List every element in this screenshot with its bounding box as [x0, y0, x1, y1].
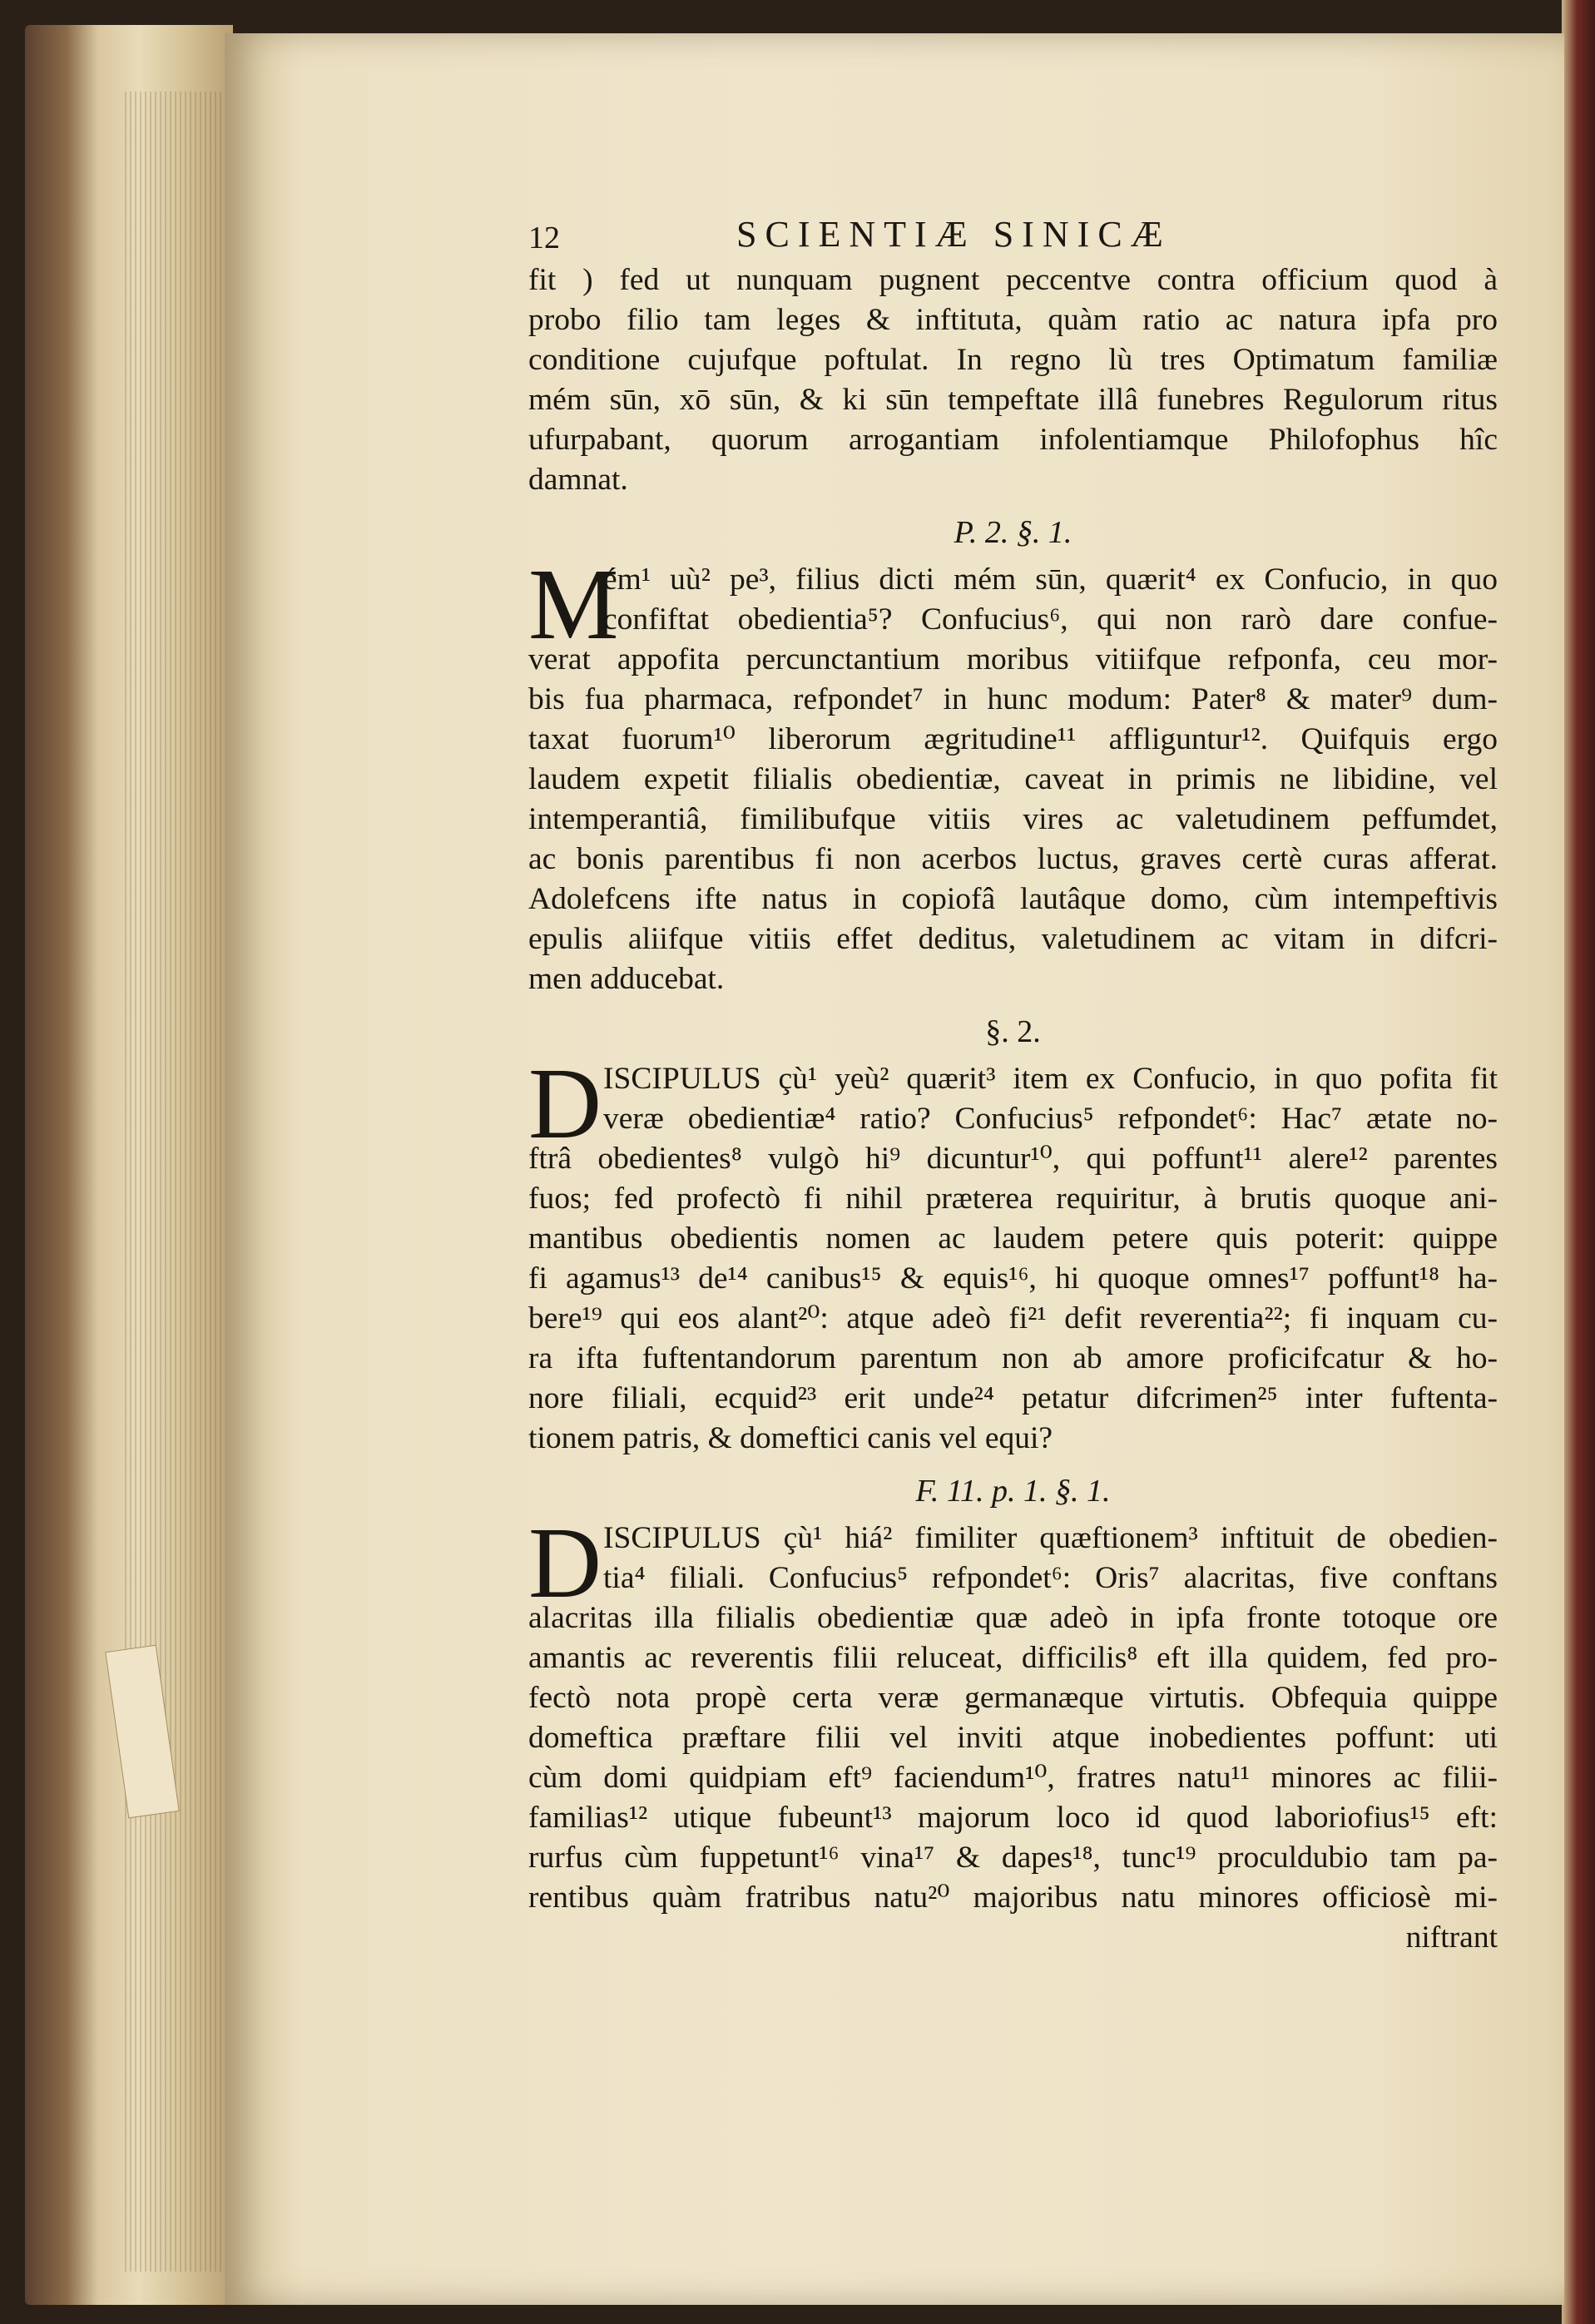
facing-page-edge	[1562, 0, 1595, 2324]
text-line: domeftica præftare filii vel inviti atque inobedientes poffunt: uti	[528, 1721, 1498, 1755]
text-line: fit ) fed ut nunquam pugnent peccentve contra officium quod à	[528, 263, 1498, 297]
book-binding	[25, 25, 233, 2305]
text-line: tionem patris, & domeftici canis vel equi?	[528, 1421, 1053, 1455]
text-line: veræ obedientiæ⁴ ratio? Confucius⁵ refpondet⁶: Hac⁷ ætate no-	[603, 1102, 1498, 1136]
running-title: SCIENTIÆ SINICÆ	[736, 214, 1171, 255]
section-heading: P. 2. §. 1.	[954, 515, 1072, 550]
text-line: ra ifta fuftentandorum parentum non ab amore proficifcatur & ho-	[528, 1341, 1498, 1375]
text-line: bis fua pharmaca, refpondet⁷ in hunc modum: Pater⁸ & mater⁹ dum-	[528, 682, 1498, 716]
section-1-paragraph	[528, 548, 1498, 999]
text-line: ém¹ uù² pe³, filius dicti mém sūn, quærit⁴ ex Confucio, in quo	[603, 562, 1498, 597]
intro-paragraph	[528, 260, 1498, 500]
text-line: ftrâ obedientes⁸ vulgò hi⁹ dicuntur¹⁰, qui poffunt¹¹ alere¹² parentes	[528, 1142, 1498, 1176]
text-line: ufurpabant, quorum arrogantiam infolentiamque Philofophus hîc	[528, 423, 1498, 457]
page-text-block	[528, 215, 1498, 1958]
text-line: men adducebat.	[528, 962, 725, 996]
section-heading: F. 11. p. 1. §. 1.	[915, 1474, 1111, 1509]
text-line: conditione cujufque poftulat. In regno lù tres Optimatum familiæ	[528, 343, 1498, 377]
text-line: rurfus cùm fuppetunt¹⁶ vina¹⁷ & dapes¹⁸, tunc¹⁹ proculdubio tam pa-	[528, 1841, 1498, 1875]
section-2-paragraph	[528, 1048, 1498, 1459]
text-line: ac bonis parentibus fi non acerbos luctus, graves certè curas afferat.	[528, 842, 1498, 876]
text-line: Adolefcens ifte natus in copiofâ lautâque domo, cùm intempeftivis	[528, 882, 1498, 916]
page-fore-edge	[125, 92, 241, 2272]
drop-cap: D	[528, 1048, 602, 1160]
text-line: damnat.	[528, 463, 628, 497]
text-line: fectò nota propè certa veræ germanæque virtutis. Obfequia quippe	[528, 1681, 1498, 1715]
text-line: laudem expetit filialis obedientiæ, caveat in primis ne libidine, vel	[528, 762, 1498, 796]
text-line: tia⁴ filiali. Confucius⁵ refpondet⁶: Oris⁷ alacritas, five conftans	[603, 1561, 1498, 1595]
text-line: alacritas illa filialis obedientiæ quæ adeò in ipfa fronte totoque ore	[528, 1601, 1498, 1635]
text-line: confiftat obedientia⁵? Confucius⁶, qui non rarò dare confue-	[603, 602, 1498, 637]
text-line: mém sūn, xō sūn, & ki sūn tempeftate illâ funebres Regulorum ritus	[528, 383, 1498, 417]
text-line: epulis aliifque vitiis effet deditus, valetudinem ac vitam in difcri-	[528, 922, 1498, 956]
text-line: cùm domi quidpiam eft⁹ faciendum¹⁰, fratres natu¹¹ minores ac filii-	[528, 1761, 1498, 1795]
text-line: rentibus quàm fratribus natu²⁰ majoribus natu minores officiosè mi-	[528, 1881, 1498, 1915]
drop-cap: D	[528, 1507, 602, 1619]
text-line: ISCIPULUS çù¹ yeù² quærit³ item ex Confucio, in quo pofita fit	[603, 1062, 1498, 1096]
text-line: ISCIPULUS çù¹ hiá² fimiliter quæftionem³ inftituit de obedien-	[603, 1521, 1498, 1555]
section-3-paragraph	[528, 1507, 1498, 1958]
text-line: nore filiali, ecquid²³ erit unde²⁴ petatur difcrimen²⁵ inter fuftenta-	[528, 1381, 1498, 1415]
text-line: familias¹² utique fubeunt¹³ majorum loco id quod laboriofius¹⁵ eft:	[528, 1801, 1498, 1835]
text-line: verat appofita percunctantium moribus vitiifque refponfa, ceu mor-	[528, 642, 1498, 676]
section-heading: §. 2.	[985, 1014, 1041, 1049]
page-header	[528, 215, 1498, 260]
text-line: fuos; fed profectò fi nihil præterea requiritur, à brutis quoque ani-	[528, 1182, 1498, 1216]
page-number: 12	[528, 221, 560, 255]
text-line: taxat fuorum¹⁰ liberorum ægritudine¹¹ affliguntur¹². Quifquis ergo	[528, 722, 1498, 756]
text-line: amantis ac reverentis filii reluceat, difficilis⁸ eft illa quidem, fed pro-	[528, 1641, 1498, 1675]
text-line: fi agamus¹³ de¹⁴ canibus¹⁵ & equis¹⁶, hi quoque omnes¹⁷ poffunt¹⁸ ha-	[528, 1261, 1498, 1296]
text-line: mantibus obedientis nomen ac laudem petere quis poterit: quippe	[528, 1221, 1498, 1256]
drop-cap: M	[528, 548, 619, 661]
text-line: probo filio tam leges & inftituta, quàm ratio ac natura ipfa pro	[528, 303, 1498, 337]
text-line: bere¹⁹ qui eos alant²⁰: atque adeò fi²¹ defit reverentia²²; fi inquam cu-	[528, 1301, 1498, 1335]
catchword: niftrant	[1405, 1920, 1498, 1955]
text-line: intemperantiâ, fimilibufque vitiis vires ac valetudinem peffumdet,	[528, 802, 1498, 836]
